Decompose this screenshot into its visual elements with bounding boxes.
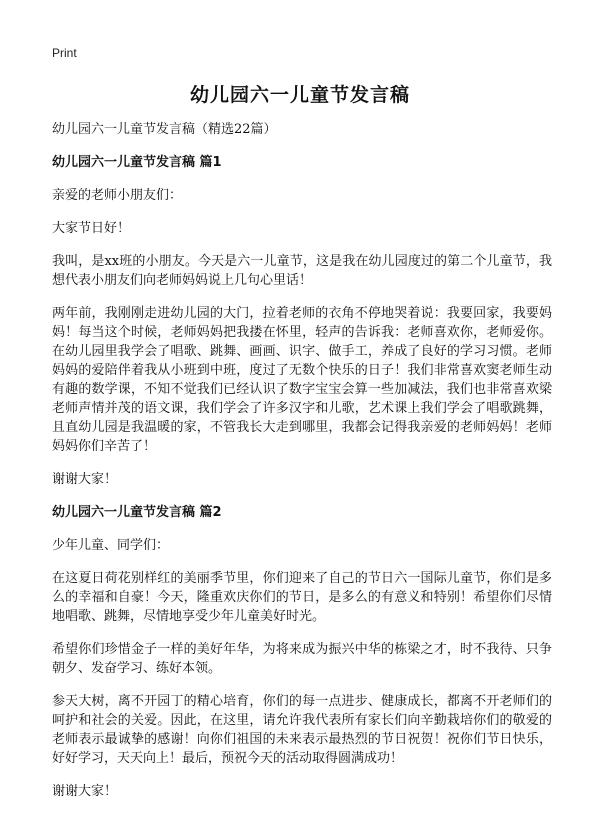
paragraph: 希望你们珍惜金子一样的美好年华，为将来成为振兴中华的栋梁之才，时不我待、只争朝夕、发奋学习、练好本领。 xyxy=(52,642,552,676)
paragraph: 谢谢大家！ xyxy=(52,472,118,487)
paragraph: 大家节日好！ xyxy=(52,221,131,236)
paragraph: 谢谢大家！ xyxy=(52,784,118,799)
section-heading: 幼儿园六一儿童节发言稿 篇2 xyxy=(52,505,222,520)
paragraph: 在这夏日荷花别样红的美丽季节里，你们迎来了自己的节日六一国际儿童节，你们是多么的幸福和自豪！今天，隆重欢庆你们的节日，是多么的有意义和特别！希望你们尽情地唱歌、跳舞，尽情地享受少年儿童美好时光。 xyxy=(52,571,552,624)
section-1 xyxy=(52,153,552,489)
print-label: Print xyxy=(52,46,77,60)
paragraph: 亲爱的老师小朋友们： xyxy=(52,188,183,203)
paragraph: 两年前，我刚刚走进幼儿园的大门，拉着老师的衣角不停地哭着说：我要回家，我要妈妈！每当这个时候，老师妈妈把我搂在怀里，轻声的告诉我：老师喜欢你，老师爱你。在幼儿园里我学会了唱歌、跳舞、画画、识字、做手工，养成了良好的学习习惯。老师妈妈的爱陪伴着我从小班到中班，度过了无数个快乐的日子！我们非常喜欢窦老师生动有趣的数学课，不知不觉我们已经认识了数字宝宝会算一些加减法，我们也非常喜欢梁老师声情并茂的语文课，我们学会了许多汉字和儿歌，艺术课上我们学会了唱歌跳舞，且直幼儿园是我温暖的家，不管我长大走到哪里，我都会记得我亲爱的老师妈妈！老师妈妈你们辛苦了！ xyxy=(52,306,552,454)
paragraph: 参天大树，离不开园丁的精心培育，你们的每一点进步、健康成长，都离不开老师们的呵护和社会的关爱。因此，在这里，请允许我代表所有家长们向辛勤栽培你们的敬爱的老师表示最诚挚的感谢！向你们祖国的未来表示最热烈的节日祝贺！祝你们节日快乐，好好学习，天天向上！最后，预祝今天的活动取得圆满成功！ xyxy=(52,694,552,766)
section-heading: 幼儿园六一儿童节发言稿 篇1 xyxy=(52,155,222,170)
document-subtitle: 幼儿园六一儿童节发言稿（精选22篇） xyxy=(52,122,277,137)
paragraph: 少年儿童、同学们： xyxy=(52,538,170,553)
document-body xyxy=(52,120,552,815)
document-title: 幼儿园六一儿童节发言稿 xyxy=(189,84,410,106)
section-2 xyxy=(52,503,552,801)
paragraph: 我叫，是xx班的小朋友。今天是六一儿童节，这是我在幼儿园度过的第二个儿童节，我想代表小朋友们向老师妈妈说上几句心里话！ xyxy=(52,254,552,288)
